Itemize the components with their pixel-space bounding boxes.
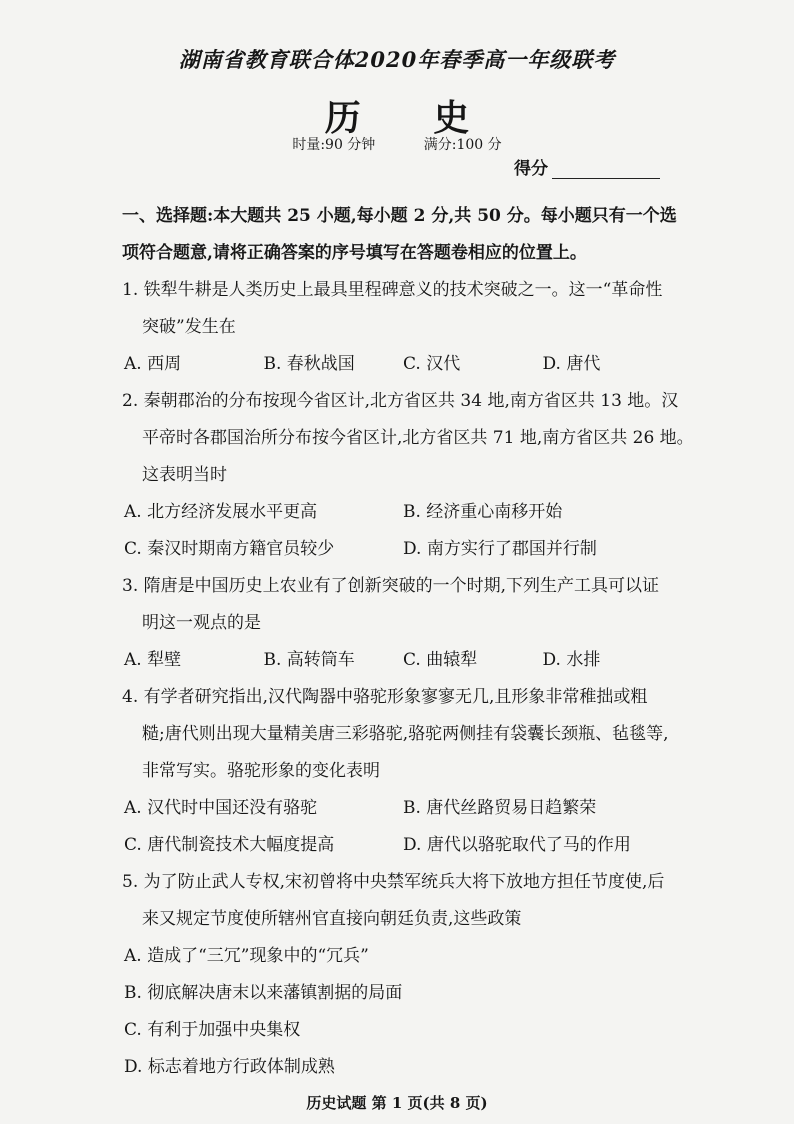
question-options	[122, 494, 682, 531]
question-stem-line: 4. 有学者研究指出,汉代陶器中骆驼形象寥寥无几,且形象非常稚拙或粗	[122, 687, 648, 707]
question-stem-line: 3. 隋唐是中国历史上农业有了创新突破的一个时期,下列生产工具可以证	[122, 576, 660, 596]
option-b: B. 高转筒车	[263, 650, 355, 670]
question-stem-line: 糙;唐代则出现大量精美唐三彩骆驼,骆驼两侧挂有袋囊长颈瓶、毡毯等,	[142, 724, 669, 744]
question-3	[122, 568, 682, 679]
question-stem-line: 平帝时各郡国治所分布按今省区计,北方省区共 71 地,南方省区共 26 地。	[142, 428, 694, 448]
option-a: A. 犁壁	[124, 650, 182, 670]
score-blank	[552, 162, 660, 179]
question-stem-line: 这表明当时	[142, 465, 227, 485]
option-b: B. 春秋战国	[263, 354, 355, 374]
subject-title: 历 史	[324, 97, 500, 139]
score-field	[514, 154, 660, 179]
option-d: D. 南方实行了郡国并行制	[403, 539, 597, 559]
option-d: D. 唐代	[542, 354, 601, 374]
question-options	[122, 531, 682, 568]
option-b: B. 唐代丝路贸易日趋繁荣	[403, 798, 597, 818]
option-d: D. 水排	[542, 650, 601, 670]
question-options	[122, 642, 682, 679]
question-stem-line: 明这一观点的是	[142, 613, 261, 633]
option-a: A. 造成了“三冗”现象中的“冗兵”	[124, 946, 369, 966]
option-d: D. 唐代以骆驼取代了马的作用	[403, 835, 631, 855]
option-b: B. 经济重心南移开始	[403, 502, 563, 522]
question-stem-line: 突破”发生在	[142, 317, 236, 337]
option-c: C. 有利于加强中央集权	[124, 1020, 301, 1040]
option-c: C. 曲辕犁	[403, 650, 478, 670]
section-instructions-line-1: 一、选择题:本大题共 25 小题,每小题 2 分,共 50 分。每小题只有一个选	[122, 206, 677, 226]
option-c: C. 汉代	[403, 354, 461, 374]
question-stem-line: 来又规定节度使所辖州官直接向朝廷负责,这些政策	[142, 909, 522, 929]
exam-title: 湖南省教育联合体2020年春季高一年级联考	[178, 47, 616, 72]
question-stem-line: 2. 秦朝郡治的分布按现今省区计,北方省区共 34 地,南方省区共 13 地。汉	[122, 391, 679, 411]
exam-meta	[0, 134, 794, 154]
question-options	[122, 827, 682, 864]
option-a: A. 北方经济发展水平更高	[124, 502, 318, 522]
option-a: A. 西周	[124, 354, 182, 374]
question-options	[122, 346, 682, 383]
option-b: B. 彻底解决唐末以来藩镇割据的局面	[124, 983, 403, 1003]
time-limit: 时量:90 分钟	[292, 137, 376, 153]
exam-content	[122, 198, 694, 1086]
option-d: D. 标志着地方行政体制成熟	[124, 1057, 335, 1077]
question-1	[122, 272, 682, 383]
question-2	[122, 383, 694, 568]
question-stem-line: 1. 铁犁牛耕是人类历史上最具里程碑意义的技术突破之一。这一“革命性	[122, 280, 663, 300]
question-options	[122, 790, 682, 827]
section-instructions-line-2: 项符合题意,请将正确答案的序号填写在答题卷相应的位置上。	[122, 243, 587, 263]
score-label: 得分	[514, 159, 548, 179]
page-footer: 历史试题 第 1 页(共 8 页)	[306, 1094, 488, 1112]
question-stem-line: 非常写实。骆驼形象的变化表明	[142, 761, 380, 781]
option-a: A. 汉代时中国还没有骆驼	[124, 798, 318, 818]
full-score: 满分:100 分	[423, 137, 502, 153]
question-stem-line: 5. 为了防止武人专权,宋初曾将中央禁军统兵大将下放地方担任节度使,后	[122, 872, 665, 892]
question-5	[122, 864, 682, 1086]
option-c: C. 唐代制瓷技术大幅度提高	[124, 835, 335, 855]
option-c: C. 秦汉时期南方籍官员较少	[124, 539, 335, 559]
question-4	[122, 679, 682, 864]
